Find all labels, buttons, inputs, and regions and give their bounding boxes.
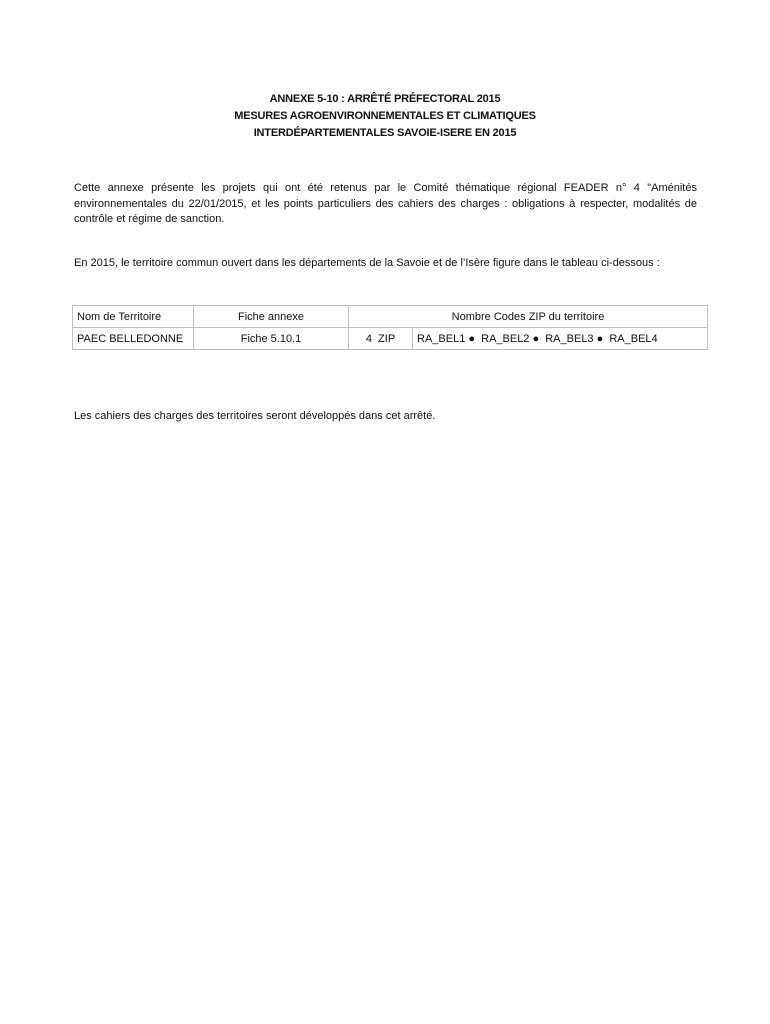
- header-codes-zip: Nombre Codes ZIP du territoire: [349, 306, 708, 328]
- document-title: [0, 91, 770, 142]
- header-fiche-annexe: Fiche annexe: [194, 306, 349, 328]
- title-line-1: ANNEXE 5-10 : ARRÊTÉ PRÉFECTORAL 2015: [269, 93, 501, 105]
- territory-paragraph: En 2015, le territoire commun ouvert dans les départements de la Savoie et de l’Isère figure dans le tableau ci-dessous :: [74, 257, 660, 269]
- cell-nombre-zip: 4 ZIP: [349, 328, 413, 350]
- header-nom-territoire: Nom de Territoire: [73, 306, 194, 328]
- intro-paragraph: Cette annexe présente les projets qui ont été retenus par le Comité thématique régional FEADER n° 4 "Aménités environnementales du 22/01/2015, et les points particuliers des cahiers des charges : obligations à respecter, modalités de contrôle et régime de sanction.: [74, 182, 697, 225]
- table-row: [73, 328, 708, 350]
- cell-fiche-annexe: Fiche 5.10.1: [194, 328, 349, 350]
- closing-paragraph: Les cahiers des charges des territoires seront développés dans cet arrêté.: [74, 410, 436, 422]
- cell-nom-territoire: PAEC BELLEDONNE: [73, 328, 194, 350]
- cell-codes-zip: RA_BEL1 ● RA_BEL2 ● RA_BEL3 ● RA_BEL4: [413, 328, 708, 350]
- title-line-2: MESURES AGROENVIRONNEMENTALES ET CLIMATIQUES: [234, 110, 536, 122]
- title-line-3: INTERDÉPARTEMENTALES SAVOIE-ISERE EN 2015: [253, 127, 517, 139]
- table-header-row: [73, 306, 708, 328]
- territory-table: [72, 305, 708, 350]
